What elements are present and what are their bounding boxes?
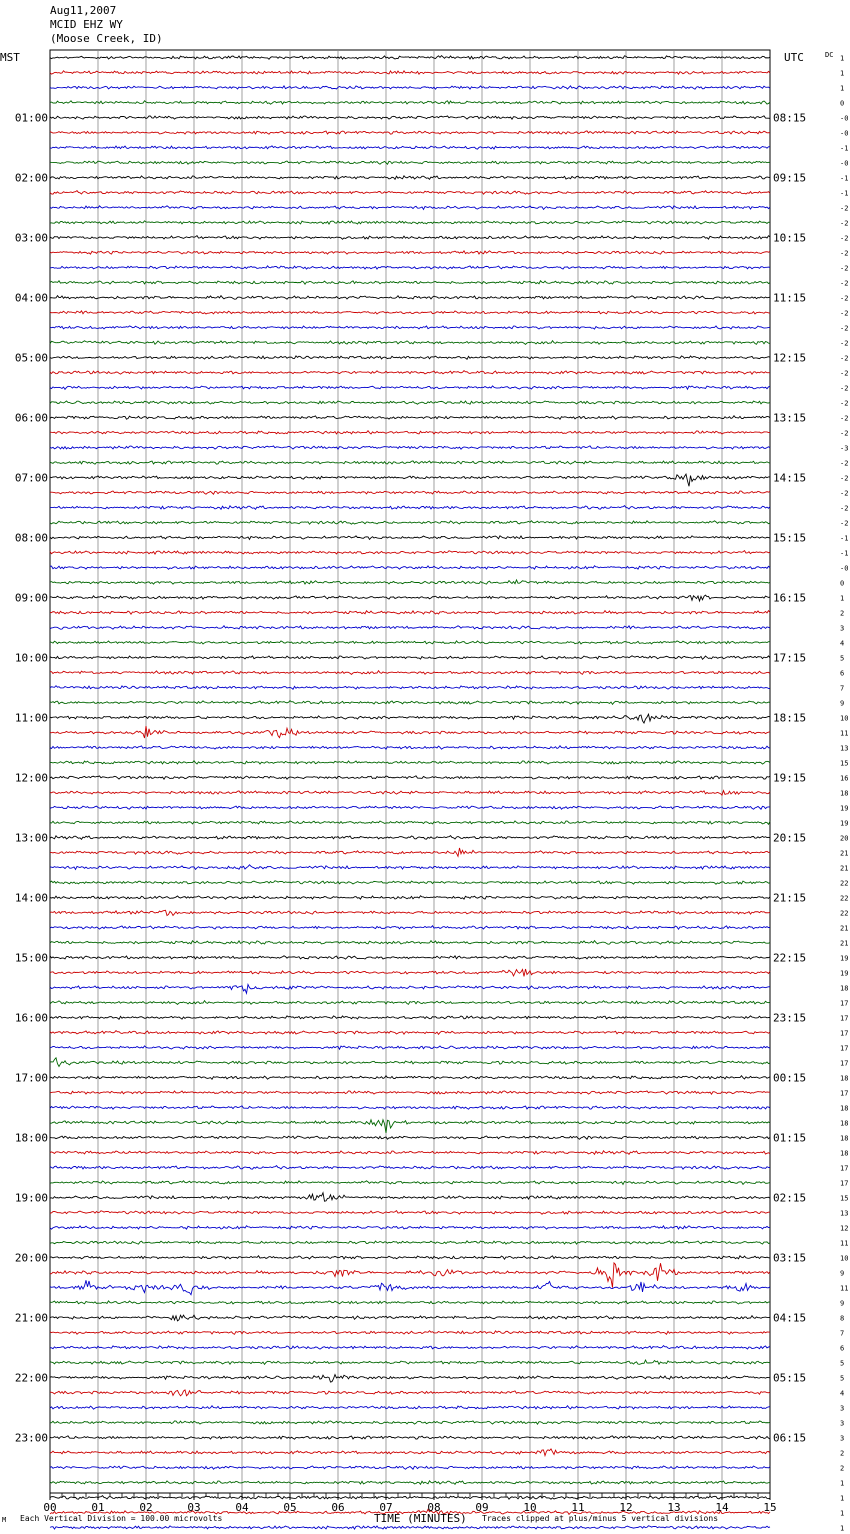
dc-offset-label: 0 [840,99,845,108]
dc-offset-label: 17 [840,1179,849,1188]
dc-offset-label: 19 [840,819,849,828]
dc-offset-label: -1 [840,144,849,153]
dc-offset-label: 4 [840,1389,845,1398]
dc-offset-label: 19 [840,804,849,813]
x-tick-label: 12 [619,1501,633,1514]
dc-offset-label: -2 [840,294,849,303]
dc-offset-label: -1 [840,174,849,183]
seismic-trace [50,206,770,210]
seismic-trace [50,461,770,464]
seismic-trace [50,356,770,360]
dc-offset-label: 21 [840,849,849,858]
dc-offset-label: 9 [840,1299,845,1308]
dc-offset-label: -2 [840,489,849,498]
dc-offset-label: 5 [840,1359,845,1368]
dc-offset-label: 2 [840,609,845,618]
dc-offset-label: 12 [840,1224,849,1233]
seismic-trace [50,626,770,629]
right-hour-label: 18:15 [773,711,807,725]
seismic-trace [50,146,770,149]
dc-offset-label: 9 [840,1269,845,1278]
dc-offset-label: -2 [840,249,849,258]
seismic-trace [50,1136,770,1139]
seismic-trace [50,1421,770,1424]
dc-offset-label: 21 [840,924,849,933]
seismic-trace [50,1058,770,1067]
seismic-trace [50,1436,770,1439]
dc-offset-label: -2 [840,279,849,288]
seismic-trace [50,311,770,314]
dc-offset-label: -2 [840,519,849,528]
dc-offset-label: 10 [840,1254,849,1263]
seismic-trace [50,1331,770,1335]
seismic-trace [50,656,770,659]
seismic-trace [50,251,770,254]
x-tick-label: 01 [91,1501,105,1514]
left-hour-label: 07:00 [14,471,48,485]
dc-offset-label: 18 [840,1119,849,1128]
seismic-trace [50,595,770,601]
seismic-trace [50,1226,770,1229]
dc-offset-label: 5 [840,654,845,663]
dc-offset-label: 18 [840,1074,849,1083]
x-tick-label: 09 [475,1501,489,1514]
dc-offset-label: 3 [840,1434,845,1443]
dc-offset-label: 18 [840,984,849,993]
seismic-trace [50,580,770,584]
seismic-trace [50,941,770,945]
seismic-trace [50,1390,770,1396]
right-hour-label: 05:15 [773,1371,807,1385]
clip-note: Traces clipped at plus/minus 5 vertical divisions [482,1514,719,1523]
seismic-trace [50,296,770,300]
dc-offset-label: -0 [840,564,849,573]
seismic-trace [50,116,770,119]
dc-offset-label: 15 [840,759,849,768]
seismic-trace [50,1193,770,1201]
dc-offset-label: 17 [840,1044,849,1053]
dc-offset-label: 0 [840,579,845,588]
dc-offset-label: -0 [840,114,849,123]
seismic-trace [50,1241,770,1244]
dc-offset-label: 3 [840,1419,845,1428]
seismic-trace [50,1016,770,1019]
header-station: MCID EHZ WY [50,18,123,31]
right-hour-label: 11:15 [773,291,807,305]
dc-offset-label: 10 [840,714,849,723]
seismic-trace [50,806,770,809]
dc-offset-label: 21 [840,864,849,873]
x-tick-label: 08 [427,1501,441,1514]
seismic-trace [50,1076,770,1080]
left-hour-label: 13:00 [14,831,48,845]
dc-label: DC [825,51,834,59]
seismic-trace [50,1315,770,1321]
x-tick-label: 14 [715,1501,729,1514]
dc-offset-label: 1 [840,84,845,93]
x-tick-label: 05 [283,1501,297,1514]
seismic-trace [50,1466,770,1469]
seismic-trace [50,86,770,89]
dc-offset-label: 8 [840,1314,845,1323]
header-date: Aug11,2007 [50,4,117,17]
x-tick-label: 02 [139,1501,153,1514]
dc-offset-label: 1 [840,594,845,603]
seismic-trace [50,506,770,510]
x-tick-label: 03 [187,1501,201,1514]
seismic-trace [50,746,770,750]
seismic-trace [50,1360,770,1364]
right-hour-label: 16:15 [773,591,807,605]
seismic-trace [50,926,770,929]
seismic-trace [50,1301,770,1304]
seismic-trace [50,1106,770,1109]
seismic-trace [50,176,770,180]
dc-offset-label: -2 [840,369,849,378]
seismic-trace [50,431,770,434]
left-hour-label: 14:00 [14,891,48,905]
x-tick-label: 13 [667,1501,681,1514]
dc-offset-label: 17 [840,1059,849,1068]
seismic-trace [50,266,770,269]
dc-offset-label: -2 [840,459,849,468]
dc-offset-label: 18 [840,1104,849,1113]
dc-offset-label: 18 [840,1149,849,1158]
seismic-trace [50,1151,770,1155]
dc-offset-label: 20 [840,834,849,843]
seismic-trace [50,1211,770,1215]
left-hour-label: 02:00 [14,171,48,185]
left-hour-label: 21:00 [14,1311,48,1325]
seismic-trace [50,896,770,899]
right-hour-label: 13:15 [773,411,807,425]
right-hour-label: 08:15 [773,111,807,125]
dc-offset-label: 1 [840,1494,845,1503]
left-hour-label: 23:00 [14,1431,48,1445]
dc-offset-label: 11 [840,1239,849,1248]
seismic-trace [50,1346,770,1349]
left-hour-label: 06:00 [14,411,48,425]
dc-offset-label: -2 [840,339,849,348]
seismic-trace [50,341,770,345]
seismic-trace [50,969,770,976]
seismic-trace [50,726,770,738]
left-hour-label: 20:00 [14,1251,48,1265]
dc-offset-label: 15 [840,1194,849,1203]
seismic-trace [50,1375,770,1383]
left-hour-label: 22:00 [14,1371,48,1385]
seismic-trace [50,401,770,404]
seismic-trace [50,371,770,375]
right-hour-label: 10:15 [773,231,807,245]
dc-offset-label: 2 [840,1464,845,1473]
x-tick-label: 06 [331,1501,345,1514]
dc-offset-label: 13 [840,744,849,753]
seismic-trace [50,1406,770,1409]
dc-offset-label: -2 [840,399,849,408]
dc-offset-label: 22 [840,894,849,903]
seismic-trace [50,566,770,570]
seismic-trace [50,985,770,994]
seismic-trace [50,236,770,240]
dc-offset-label: 1 [840,54,845,63]
dc-offset-label: -2 [840,354,849,363]
seismic-trace [50,1166,770,1170]
dc-offset-label: 1 [840,1479,845,1488]
right-hour-label: 03:15 [773,1251,807,1265]
right-hour-label: 23:15 [773,1011,807,1025]
x-tick-label: 10 [523,1501,537,1514]
dc-offset-label: 11 [840,729,849,738]
seismic-trace [50,56,770,60]
right-hour-label: 14:15 [773,471,807,485]
right-hour-label: 17:15 [773,651,807,665]
left-hour-label: 05:00 [14,351,48,365]
left-hour-label: 11:00 [14,711,48,725]
dc-offset-label: -2 [840,474,849,483]
right-hour-label: 19:15 [773,771,807,785]
left-hour-label: 16:00 [14,1011,48,1025]
right-hour-label: 20:15 [773,831,807,845]
seismic-trace [50,1280,770,1294]
seismic-trace [50,956,770,959]
seismic-trace [50,101,770,104]
dc-offset-label: 11 [840,1284,849,1293]
mst-label: MST [0,51,20,64]
x-tick-label: 07 [379,1501,393,1514]
dc-offset-label: 3 [840,1404,845,1413]
x-tick-label: 11 [571,1501,585,1514]
seismic-trace [50,491,770,494]
seismic-trace [50,1481,770,1485]
seismic-trace [50,161,770,164]
dc-offset-label: 6 [840,1344,845,1353]
left-hour-label: 04:00 [14,291,48,305]
dc-offset-label: -2 [840,384,849,393]
right-hour-label: 04:15 [773,1311,807,1325]
seismic-trace [50,1091,770,1094]
scale-note: Each Vertical Division = 100.00 microvolts [20,1514,223,1523]
dc-offset-label: 17 [840,1029,849,1038]
dc-offset-label: 21 [840,939,849,948]
seismic-trace [50,1046,770,1049]
dc-offset-label: -2 [840,264,849,273]
dc-offset-label: -2 [840,414,849,423]
seismic-trace [50,281,770,284]
left-hour-label: 10:00 [14,651,48,665]
right-hour-label: 22:15 [773,951,807,965]
left-hour-label: 17:00 [14,1071,48,1085]
dc-offset-label: 7 [840,684,845,693]
seismic-trace [50,191,770,195]
seismic-trace [50,1031,770,1035]
left-hour-label: 15:00 [14,951,48,965]
seismic-trace [50,881,770,885]
dc-offset-label: 1 [840,1509,845,1518]
dc-offset-label: 22 [840,879,849,888]
seismic-trace [50,641,770,644]
dc-offset-label: -2 [840,234,849,243]
seismic-trace [50,910,770,915]
seismic-trace [50,1181,770,1185]
right-hour-label: 21:15 [773,891,807,905]
seismic-trace [50,446,770,449]
dc-offset-label: 17 [840,999,849,1008]
right-hour-label: 01:15 [773,1131,807,1145]
right-hour-label: 09:15 [773,171,807,185]
x-axis-title: TIME (MINUTES) [374,1512,467,1525]
right-hour-label: 15:15 [773,531,807,545]
dc-offset-label: -2 [840,309,849,318]
seismic-trace [50,611,770,615]
seismic-trace [50,326,770,329]
seismic-trace [50,865,770,870]
right-hour-label: 12:15 [773,351,807,365]
seismic-trace [50,671,770,675]
seismic-trace [50,761,770,764]
seismic-trace [50,416,770,420]
dc-offset-label: 17 [840,1014,849,1023]
dc-offset-label: 9 [840,699,845,708]
corner-mark: M [2,1516,7,1524]
right-hour-label: 00:15 [773,1071,807,1085]
left-hour-label: 12:00 [14,771,48,785]
dc-offset-label: 2 [840,1449,845,1458]
seismic-trace [50,221,770,224]
left-hour-label: 03:00 [14,231,48,245]
plot-frame [50,50,770,1493]
dc-offset-label: 22 [840,909,849,918]
dc-offset-label: 18 [840,789,849,798]
seismic-trace [50,131,770,134]
left-hour-label: 19:00 [14,1191,48,1205]
dc-offset-label: -2 [840,324,849,333]
seismic-trace [50,791,770,796]
seismic-trace [50,686,770,690]
dc-offset-label: -2 [840,204,849,213]
seismic-trace [50,474,770,486]
dc-offset-label: 13 [840,1209,849,1218]
dc-offset-label: 17 [840,1089,849,1098]
left-hour-label: 01:00 [14,111,48,125]
left-hour-label: 18:00 [14,1131,48,1145]
seismic-trace [50,1256,770,1259]
dc-offset-label: -2 [840,219,849,228]
seismic-trace [50,521,770,524]
dc-offset-label: 3 [840,624,845,633]
dc-offset-label: -2 [840,429,849,438]
dc-offset-label: 1 [840,1524,845,1533]
seismic-trace [50,821,770,824]
dc-offset-label: -0 [840,129,849,138]
dc-offset-label: -2 [840,504,849,513]
seismic-trace [50,848,770,856]
dc-offset-label: -3 [840,444,849,453]
dc-offset-label: 19 [840,969,849,978]
dc-offset-label: -1 [840,534,849,543]
seismic-trace [50,1263,770,1288]
x-tick-label: 15 [763,1501,777,1514]
seismic-trace [50,551,770,554]
seismic-trace [50,714,770,723]
dc-offset-label: -1 [840,549,849,558]
seismic-trace [50,71,770,74]
dc-offset-label: -0 [840,159,849,168]
header-location: (Moose Creek, ID) [50,32,163,45]
dc-offset-label: 6 [840,669,845,678]
seismic-trace [50,536,770,540]
dc-offset-label: 16 [840,774,849,783]
dc-offset-label: 19 [840,954,849,963]
seismic-trace [50,836,770,840]
left-hour-label: 09:00 [14,591,48,605]
seismic-trace [50,701,770,705]
dc-offset-label: 4 [840,639,845,648]
left-hour-label: 08:00 [14,531,48,545]
x-tick-label: 04 [235,1501,249,1514]
dc-offset-label: 7 [840,1329,845,1338]
dc-offset-label: -1 [840,189,849,198]
seismic-trace [50,1120,770,1133]
seismic-trace [50,776,770,779]
utc-label: UTC [784,51,804,64]
right-hour-label: 06:15 [773,1431,807,1445]
seismic-trace [50,1526,770,1529]
seismic-trace [50,1001,770,1005]
dc-offset-label: 5 [840,1374,845,1383]
seismic-trace [50,1449,770,1456]
x-tick-label: 00 [43,1501,57,1514]
seismic-trace [50,386,770,389]
right-hour-label: 02:15 [773,1191,807,1205]
dc-offset-label: 18 [840,1134,849,1143]
dc-offset-label: 17 [840,1164,849,1173]
dc-offset-label: 1 [840,69,845,78]
